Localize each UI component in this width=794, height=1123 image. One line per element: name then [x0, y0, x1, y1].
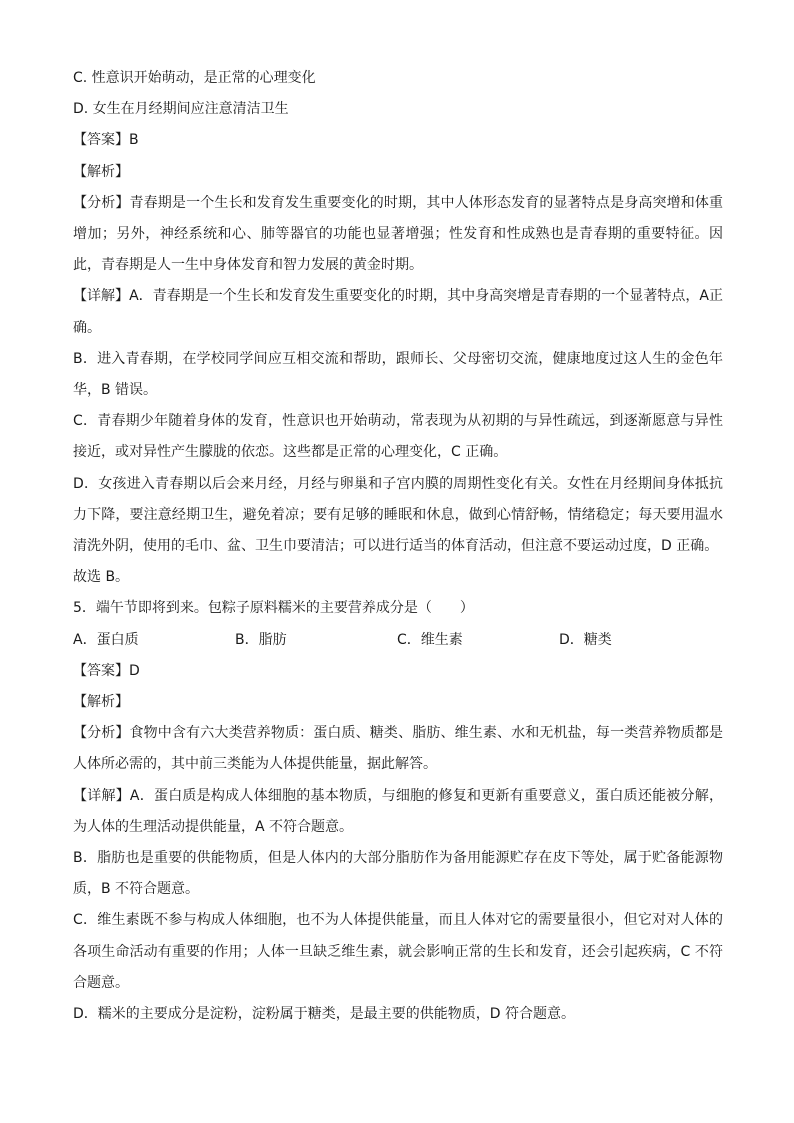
- detail-paragraph-5d: D．糯米的主要成分是淀粉，淀粉属于糖类，是最主要的供能物质，D 符合题意。: [73, 1005, 576, 1022]
- option-c-text: C. 性意识开始萌动，是正常的心理变化: [73, 70, 316, 86]
- conclusion-text: 故选 B。: [73, 569, 130, 586]
- question-5: 5．端午节即将到来。包粽子原料糯米的主要营养成分是（ ）: [73, 600, 474, 617]
- option-a: A．蛋白质: [73, 631, 139, 648]
- option-d-text: D. 女生在月经期间应注意清洁卫生: [73, 101, 289, 118]
- question-5-options: [73, 625, 723, 656]
- detail-paragraph-5b: B．脂肪也是重要的供能物质，但是人体内的大部分脂肪作为备用能源贮存在皮下等处，属于贮备能源物质，B 不符合题意。: [73, 849, 723, 898]
- answer-label: 【答案】B: [73, 132, 139, 149]
- option-b: B．脂肪: [235, 631, 287, 648]
- analysis-paragraph: 【分析】青春期是一个生长和发育发生重要变化的时期，其中人体形态发育的显著特点是身高突增和体重增加；另外，神经系统和心、肺等器官的功能也显著增强；性发育和性成熟也是青春期的重要特征。因此，青春期是人一生中身体发育和智力发展的黄金时期。: [73, 194, 723, 274]
- option-d: D．糖类: [559, 631, 612, 648]
- detail-paragraph-d: D．女孩进入青春期以后会来月经，月经与卵巢和子宫内膜的周期性变化有关。女性在月经期间身体抵抗力下降，要注意经期卫生，避免着凉；要有足够的睡眠和休息，做到心情舒畅，情绪稳定；每天要用温水清洗外阴，使用的毛巾、盆、卫生巾要清洁；可以进行适当的体育活动，但注意不要运动过度，D 正确。: [73, 475, 723, 554]
- analysis-label: 【解析】: [73, 163, 129, 180]
- detail-paragraph-5a: 【详解】A．蛋白质是构成人体细胞的基本物质，与细胞的修复和更新有重要意义，蛋白质还能被分解，为人体的生理活动提供能量，A 不符合题意。: [73, 787, 723, 835]
- answer-label-5: 【答案】D: [73, 662, 140, 679]
- option-c: C．维生素: [397, 631, 463, 648]
- detail-paragraph-b: B．进入青春期，在学校同学间应互相交流和帮助，跟师长、父母密切交流，健康地度过这人生的金色年华，B 错误。: [73, 350, 723, 398]
- analysis-label-5: 【解析】: [73, 693, 129, 710]
- detail-paragraph-a: 【详解】A．青春期是一个生长和发育发生重要变化的时期，其中身高突增是青春期的一个显著特点，A正确。: [73, 288, 723, 336]
- analysis-paragraph-5: 【分析】食物中含有六大类营养物质：蛋白质、糖类、脂肪、维生素、水和无机盐，每一类营养物质都是人体所必需的，其中前三类能为人体提供能量，据此解答。: [73, 725, 723, 773]
- document-page: [73, 63, 723, 1030]
- detail-paragraph-c: C．青春期少年随着身体的发育，性意识也开始萌动，常表现为从初期的与异性疏远，到逐渐愿意与异性接近，或对异性产生朦胧的依恋。这些都是正常的心理变化，C 正确。: [73, 413, 723, 461]
- detail-paragraph-5c: C．维生素既不参与构成人体细胞，也不为人体提供能量，而且人体对它的需要量很小，但它对对人体的各项生命活动有重要的作用；人体一旦缺乏维生素，就会影响正常的生长和发育，还会引起疾病，C 不符合题意。: [73, 912, 723, 991]
